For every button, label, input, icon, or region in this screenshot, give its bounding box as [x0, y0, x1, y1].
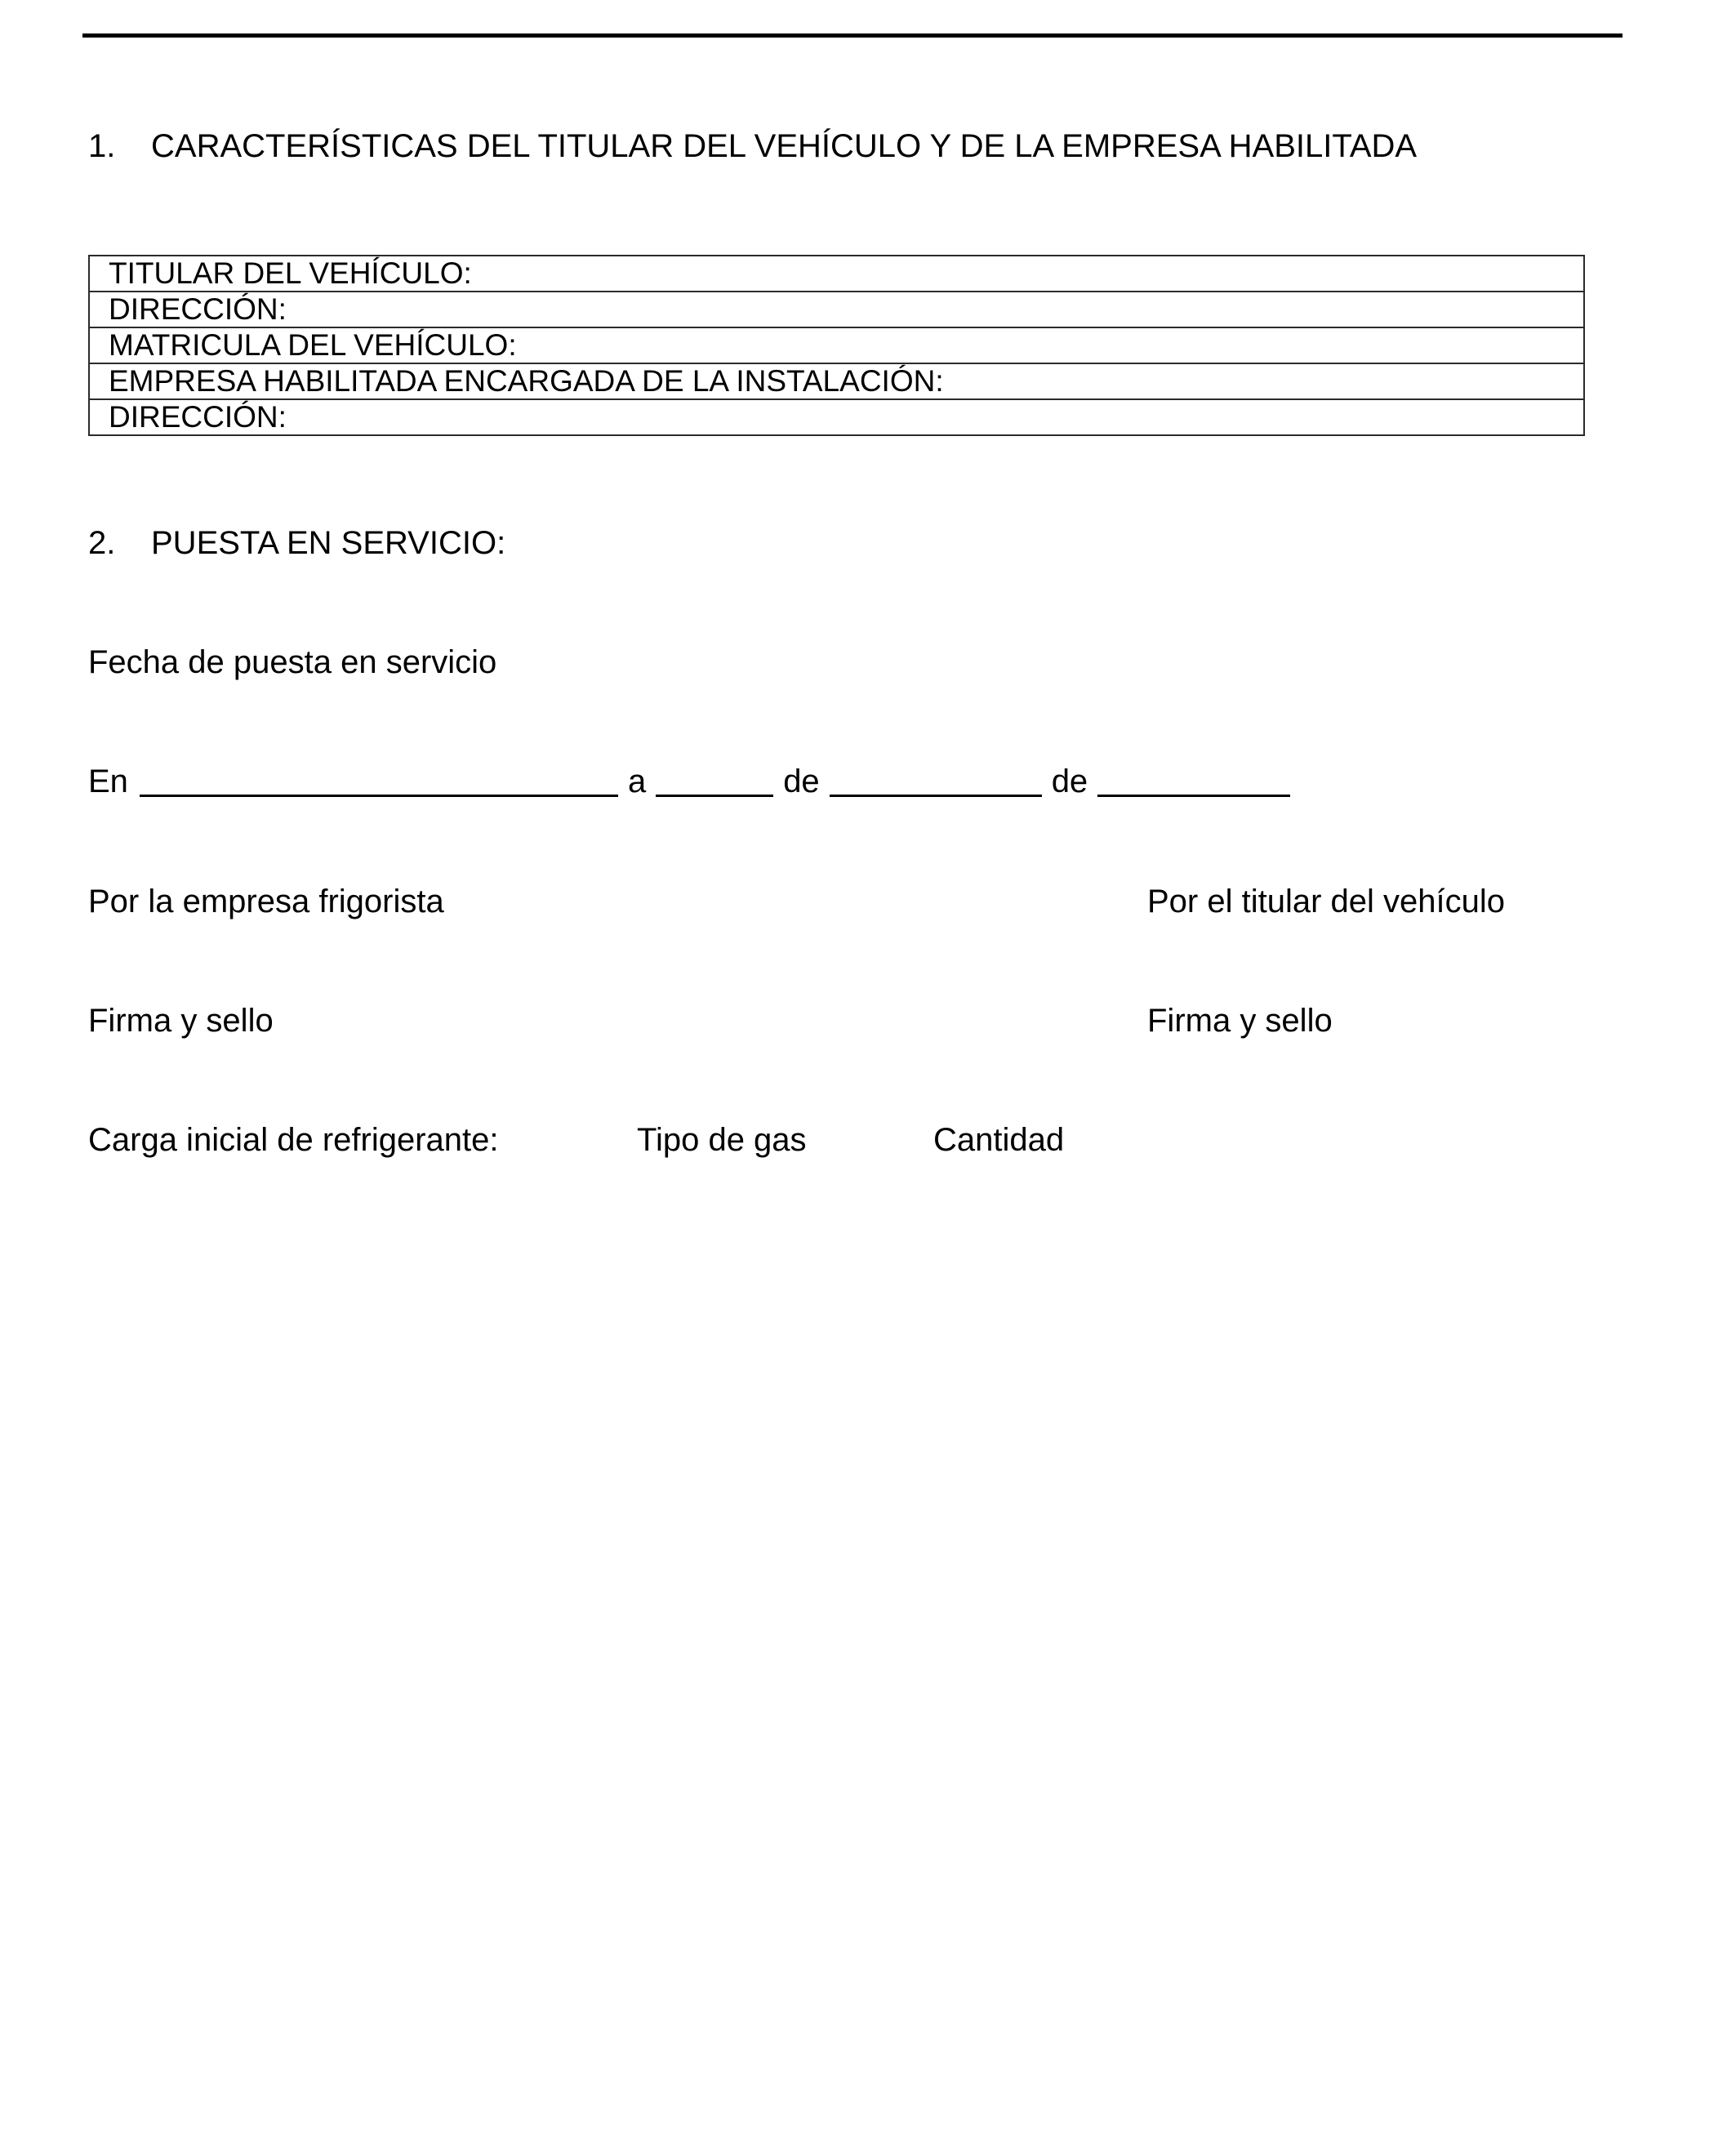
- company-sign-seal: Firma y sello: [88, 1003, 274, 1039]
- de-text-2: de: [1051, 764, 1088, 799]
- service-date-label: Fecha de puesta en servicio: [88, 644, 497, 680]
- installer-company-field[interactable]: EMPRESA HABILITADA ENCARGADA DE LA INSTALACIÓN:: [89, 363, 1584, 399]
- quantity-label: Cantidad: [933, 1122, 1065, 1158]
- vehicle-info-table: [88, 255, 1585, 436]
- section-2-title: PUESTA EN SERVICIO:: [151, 525, 506, 561]
- de-text-1: de: [783, 764, 820, 799]
- plate-field[interactable]: MATRICULA DEL VEHÍCULO:: [89, 327, 1584, 363]
- day-blank[interactable]: [656, 762, 773, 797]
- section-1-title: CARACTERÍSTICAS DEL TITULAR DEL VEHÍCULO Y DE LA EMPRESA HABILITADA: [151, 128, 1418, 164]
- section-2-heading: [88, 523, 505, 563]
- owner-field[interactable]: TITULAR DEL VEHÍCULO:: [89, 256, 1584, 292]
- table-row: [89, 256, 1584, 292]
- section-1-number: 1.: [88, 128, 116, 164]
- place-date-line: [88, 762, 1290, 804]
- company-signature-label: Por la empresa frigorista: [88, 884, 444, 919]
- a-text: a: [627, 764, 647, 799]
- top-rule: [82, 33, 1622, 38]
- refrigerant-charge-label: Carga inicial de refrigerante:: [88, 1122, 499, 1158]
- gas-type-label: Tipo de gas: [637, 1122, 807, 1158]
- table-row: [89, 292, 1584, 327]
- owner-address-field[interactable]: DIRECCIÓN:: [89, 292, 1584, 327]
- company-address-field[interactable]: DIRECCIÓN:: [89, 399, 1584, 435]
- owner-signature-label: Por el titular del vehículo: [1147, 884, 1506, 919]
- table-row: [89, 399, 1584, 435]
- year-blank[interactable]: [1097, 762, 1290, 797]
- section-1-heading: [88, 127, 1417, 166]
- month-blank[interactable]: [830, 762, 1042, 797]
- table-row: [89, 327, 1584, 363]
- table-row: [89, 363, 1584, 399]
- owner-sign-seal: Firma y sello: [1147, 1003, 1333, 1039]
- place-blank[interactable]: [140, 762, 618, 797]
- section-2-number: 2.: [88, 525, 116, 561]
- en-text: En: [88, 764, 128, 799]
